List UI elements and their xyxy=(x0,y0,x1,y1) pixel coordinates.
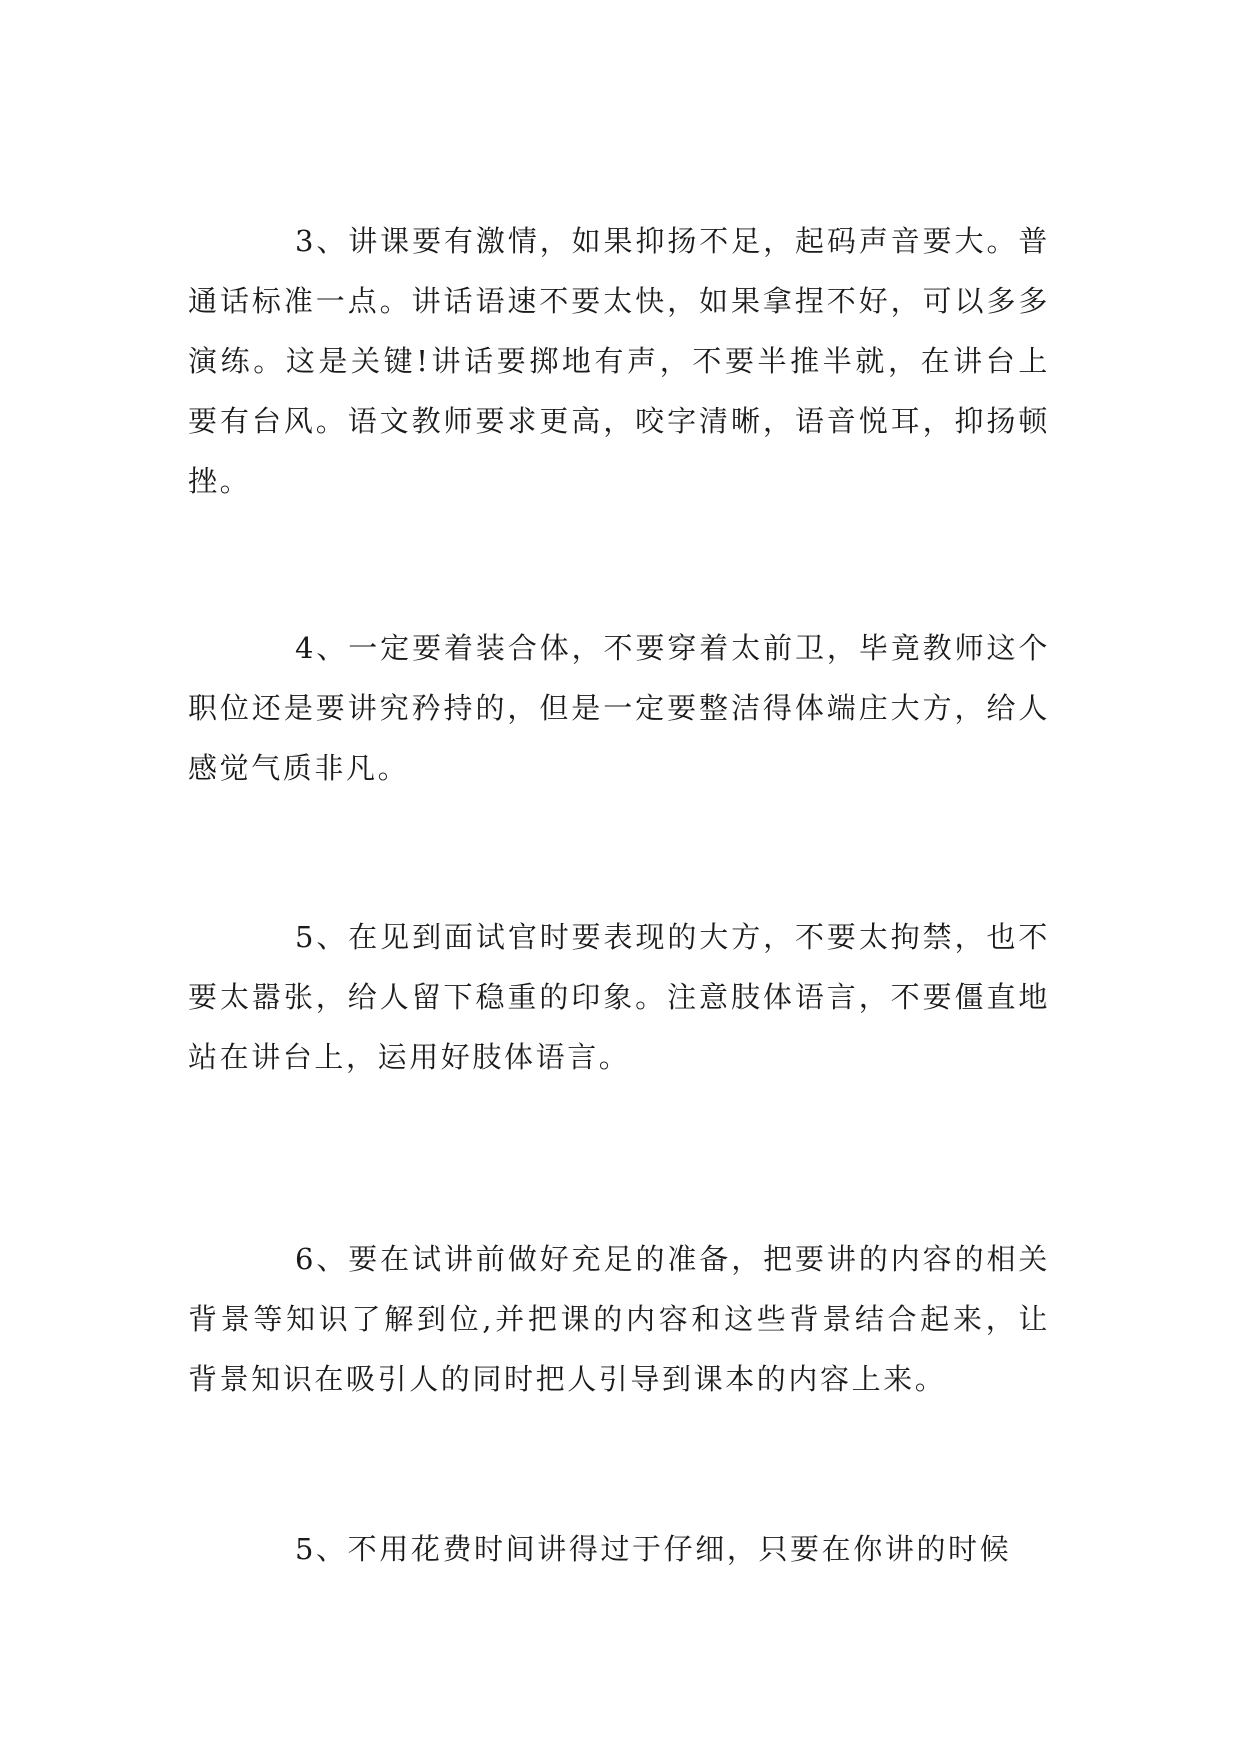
paragraph-tip-5-continued: 5、不用花费时间讲得过于仔细，只要在你讲的时候 xyxy=(295,1532,1012,1566)
paragraph-tip-3: 3、讲课要有激情，如果抑扬不足，起码声音要大。普通话标准一点。讲话语速不要太快，如果拿捏不好，可以多多演练。这是关键!讲话要掷地有声，不要半推半就，在讲台上要有台风。语文教师要求更高，咬字清晰，语音悦耳，抑扬顿挫。 xyxy=(188,224,1050,498)
paragraph-tip-5: 5、在见到面试官时要表现的大方，不要太拘禁，也不要太嚣张，给人留下稳重的印象。注意肢体语言，不要僵直地站在讲台上，运用好肢体语言。 xyxy=(188,920,1050,1074)
paragraph-tip-4: 4、一定要着装合体，不要穿着太前卫，毕竟教师这个职位还是要讲究矜持的，但是一定要整洁得体端庄大方，给人感觉气质非凡。 xyxy=(188,631,1050,785)
paragraph-tip-6: 6、要在试讲前做好充足的准备，把要讲的内容的相关背景等知识了解到位,并把课的内容和这些背景结合起来，让背景知识在吸引人的同时把人引导到课本的内容上来。 xyxy=(188,1242,1050,1396)
